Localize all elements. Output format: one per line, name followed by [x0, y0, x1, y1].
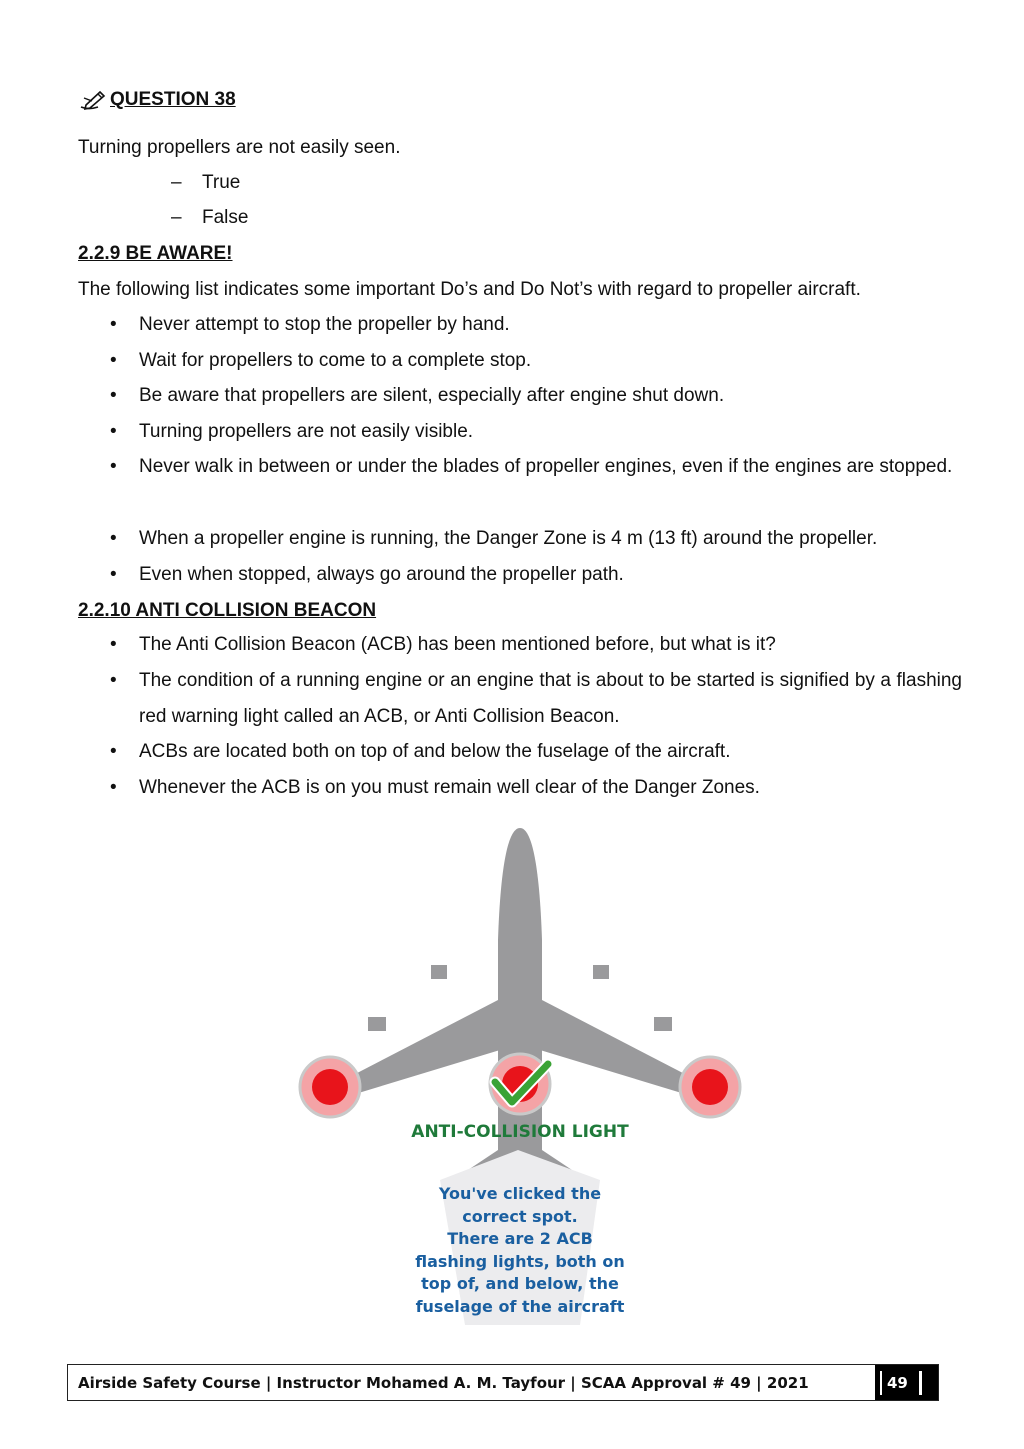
- left-wing-light-core: [312, 1069, 348, 1105]
- answer-dash: –: [171, 172, 182, 193]
- page-footer: [67, 1364, 939, 1401]
- answer-label: False: [202, 207, 249, 228]
- caption-line: You've clicked the: [438, 1184, 602, 1203]
- list-item-text: Turning propellers are not easily visible.: [139, 421, 474, 442]
- bullet-marker: •: [110, 564, 117, 585]
- pencil-write-icon: [78, 88, 108, 112]
- anti-collision-figure: [290, 820, 750, 1330]
- page-number: 49: [887, 1374, 908, 1392]
- right-wing-light-core: [692, 1069, 728, 1105]
- caption-line: There are 2 ACB: [447, 1229, 593, 1249]
- list-item-text: Never walk in between or under the blades of propeller engines, even if the engines are stopped.: [139, 456, 953, 477]
- list-item-text: Whenever the ACB is on you must remain well clear of the Danger Zones.: [139, 777, 760, 798]
- bullet-marker: •: [110, 528, 117, 549]
- footer-text: Airside Safety Course | Instructor Mohamed A. M. Tayfour | SCAA Approval # 49 | 2021: [78, 1374, 809, 1392]
- caption-line: top of, and below, the: [421, 1274, 619, 1294]
- list-item-text: The Anti Collision Beacon (ACB) has been mentioned before, but what is it?: [139, 634, 776, 655]
- list-item-text: Even when stopped, always go around the propeller path.: [139, 564, 624, 585]
- question-title: QUESTION 38: [110, 89, 236, 110]
- section-intro: The following list indicates some important Do’s and Do Not’s with regard to propeller aircraft.: [78, 279, 861, 300]
- caption-line: flashing lights, both on: [415, 1251, 625, 1271]
- answer-dash: –: [171, 207, 182, 228]
- bullet-marker: •: [110, 741, 117, 762]
- question-text: Turning propellers are not easily seen.: [78, 137, 401, 158]
- list-item-text: Wait for propellers to come to a complete stop.: [139, 350, 532, 371]
- figure-label: ANTI-COLLISION LIGHT: [411, 1122, 629, 1142]
- bullet-marker: •: [110, 350, 117, 371]
- list-item-text: Never attempt to stop the propeller by hand.: [139, 314, 510, 335]
- caption-line: correct spot.: [462, 1206, 578, 1226]
- bullet-marker: •: [110, 314, 117, 335]
- list-item-text: Be aware that propellers are silent, especially after engine shut down.: [139, 385, 725, 406]
- caption-line: fuselage of the aircraft: [415, 1296, 625, 1316]
- section-heading-be-aware: 2.2.9 BE AWARE!: [78, 243, 233, 264]
- bullet-marker: •: [110, 385, 117, 406]
- question-heading: [78, 88, 236, 112]
- bullet-marker: •: [110, 421, 117, 442]
- page-number-box: [875, 1365, 938, 1400]
- answer-label: True: [202, 172, 241, 193]
- bullet-marker: •: [110, 634, 117, 655]
- bullet-marker: •: [110, 456, 117, 477]
- list-item-text: When a propeller engine is running, the Danger Zone is 4 m (13 ft) around the propeller.: [139, 528, 878, 549]
- figure-caption: [290, 1183, 750, 1319]
- bullet-marker: •: [110, 777, 117, 798]
- list-item-text: ACBs are located both on top of and below the fuselage of the aircraft.: [139, 741, 731, 762]
- bullet-marker: •: [110, 670, 117, 691]
- list-item-text: The condition of a running engine or an engine that is about to be started is signified by a flashing red warning light called an ACB, or Anti Collision Beacon.: [139, 670, 962, 727]
- section-heading-acb: 2.2.10 ANTI COLLISION BEACON: [78, 600, 377, 621]
